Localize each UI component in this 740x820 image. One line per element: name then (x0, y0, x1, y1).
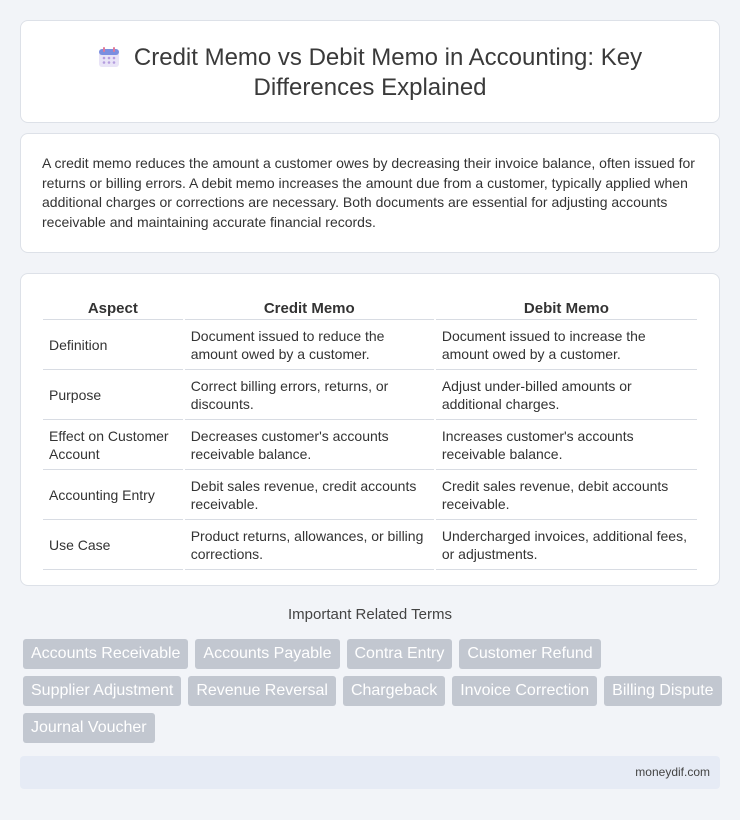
page-title: Credit Memo vs Debit Memo in Accounting: Key Differences Explained (133, 44, 643, 101)
table-row (43, 372, 697, 420)
aspect-cell: Purpose (43, 372, 183, 420)
credit-cell: Debit sales revenue, credit accounts receivable. (185, 472, 434, 520)
tag-accounts-receivable[interactable]: Accounts Receivable (23, 639, 188, 669)
credit-cell: Document issued to reduce the amount owed by a customer. (185, 322, 434, 370)
tag-contra-entry[interactable]: Contra Entry (347, 639, 453, 669)
credit-cell: Product returns, allowances, or billing corrections. (185, 522, 434, 570)
footer-site[interactable]: moneydif.com (635, 765, 710, 779)
table-row (43, 322, 697, 370)
debit-cell: Increases customer's accounts receivable balance. (436, 422, 697, 470)
debit-cell: Adjust under-billed amounts or additional charges. (436, 372, 697, 420)
aspect-cell: Definition (43, 322, 183, 370)
aspect-cell: Effect on Customer Account (43, 422, 183, 470)
footer (20, 756, 720, 789)
aspect-cell: Use Case (43, 522, 183, 570)
summary-card (20, 133, 720, 253)
title-card (20, 20, 720, 123)
calendar-icon (98, 46, 120, 68)
summary-text: A credit memo reduces the amount a customer owes by decreasing their invoice balance, often issued for returns or billing errors. A debit memo increases the amount due from a customer, typically applied when additional charges or corrections are necessary. Both documents are essential for adjusting accounts receivable and maintaining accurate financial records. (42, 155, 695, 230)
header-aspect: Aspect (43, 298, 183, 320)
related-terms-list (23, 639, 723, 743)
tag-revenue-reversal[interactable]: Revenue Reversal (188, 676, 336, 706)
header-debit-memo: Debit Memo (436, 298, 697, 320)
tag-accounts-payable[interactable]: Accounts Payable (195, 639, 339, 669)
tag-invoice-correction[interactable]: Invoice Correction (452, 676, 597, 706)
related-terms-title: Important Related Terms (288, 606, 452, 623)
debit-cell: Document issued to increase the amount owed by a customer. (436, 322, 697, 370)
comparison-table (41, 296, 699, 572)
table-row (43, 472, 697, 520)
credit-cell: Decreases customer's accounts receivable balance. (185, 422, 434, 470)
comparison-card (20, 273, 720, 586)
table-header-row (43, 298, 697, 320)
page-title-wrap (61, 43, 679, 103)
debit-cell: Credit sales revenue, debit accounts receivable. (436, 472, 697, 520)
table-row (43, 522, 697, 570)
tag-chargeback[interactable]: Chargeback (343, 676, 445, 706)
credit-cell: Correct billing errors, returns, or discounts. (185, 372, 434, 420)
tag-supplier-adjustment[interactable]: Supplier Adjustment (23, 676, 181, 706)
header-credit-memo: Credit Memo (185, 298, 434, 320)
tag-customer-refund[interactable]: Customer Refund (459, 639, 600, 669)
tag-journal-voucher[interactable]: Journal Voucher (23, 713, 155, 743)
tag-billing-dispute[interactable]: Billing Dispute (604, 676, 721, 706)
table-row (43, 422, 697, 470)
debit-cell: Undercharged invoices, additional fees, or adjustments. (436, 522, 697, 570)
aspect-cell: Accounting Entry (43, 472, 183, 520)
